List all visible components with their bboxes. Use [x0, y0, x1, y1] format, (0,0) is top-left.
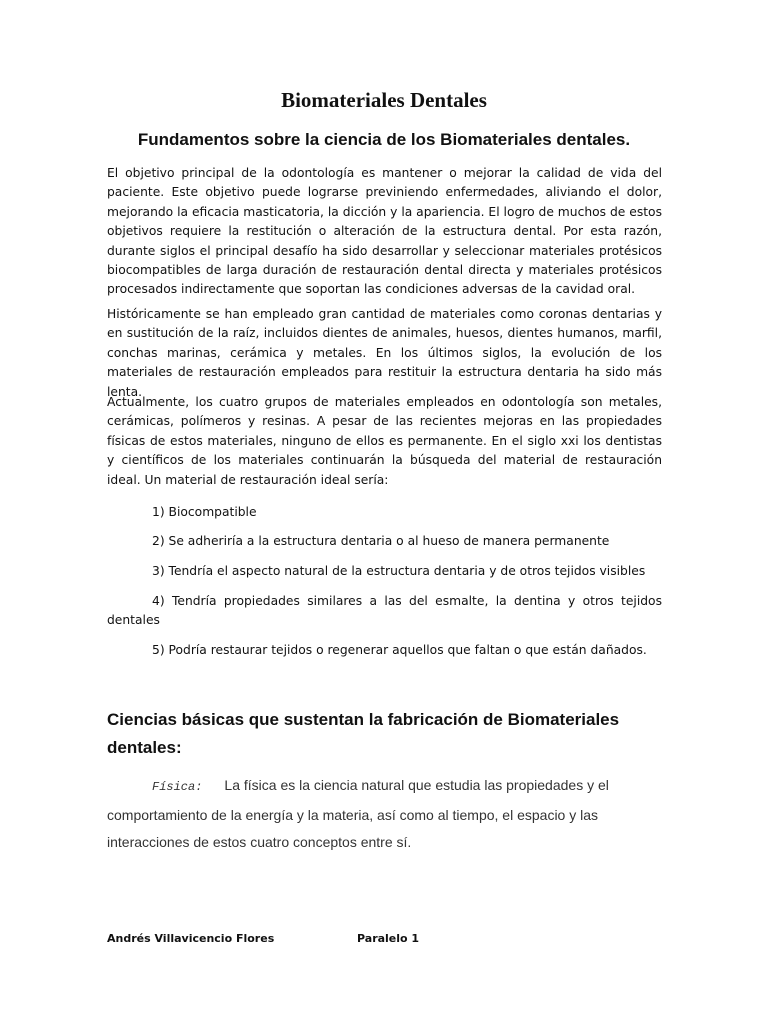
list-item-biocompatible: 1) Biocompatible	[152, 505, 257, 519]
list-item-properties: 4) Tendría propiedades similares a las del esmalte, la dentina y otros tejidos dentales	[107, 594, 662, 628]
list-item-natural-aspect: 3) Tendría el aspecto natural de la estructura dentaria y de otros tejidos visibles	[152, 564, 646, 578]
list-item-adhesion: 2) Se adheriría a la estructura dentaria o al hueso de manera permanente	[152, 534, 610, 548]
paragraph-history: Históricamente se han empleado gran cantidad de materiales como coronas dentarias y en sustitución de la raíz, incluidos dientes de animales, huesos, dientes humanos, marfil, conchas marinas, cerámica y metales. En los últimos siglos, la evolución de los materiales de restauración empleados para restituir la estructura dentaria ha sido más lenta.	[107, 307, 662, 399]
paragraph-current-materials: Actualmente, los cuatro grupos de materiales empleados en odontología son metales, cerámicas, polímeros y resinas. A pesar de las recientes mejoras en las propiedades físicas de estos materiales, ninguno de ellos es permanente. En el siglo xxi los dentistas y científicos de los materiales continuarán la búsqueda del material de restauración ideal. Un material de restauración ideal sería:	[107, 395, 662, 487]
document-title: Biomateriales Dentales	[281, 88, 487, 112]
footer-author: Andrés Villavicencio Flores	[107, 932, 275, 945]
list-item-regenerate: 5) Podría restaurar tejidos o regenerar aquellos que faltan o que están dañados.	[152, 643, 647, 657]
footer-paralelo: Paralelo 1	[357, 932, 420, 945]
section-heading-basic-sciences: Ciencias básicas que sustentan la fabricación de Biomateriales dentales:	[107, 710, 620, 757]
physics-paragraph	[107, 772, 667, 857]
physics-text: La física es la ciencia natural que estudia las propiedades y el comportamiento de la energía y la materia, así como al tiempo, el espacio y las interacciones de estos cuatro conceptos entre sí.	[107, 777, 609, 850]
document-subtitle: Fundamentos sobre la ciencia de los Biomateriales dentales.	[137, 130, 631, 149]
physics-label: Física:	[152, 780, 203, 794]
paragraph-objective: El objetivo principal de la odontología es mantener o mejorar la calidad de vida del paciente. Este objetivo puede lograrse previniendo enfermedades, aliviando el dolor, mejorando la eficacia masticatoria, la dicción y la apariencia. El logro de muchos de estos objetivos requiere la restitución o alteración de la estructura dental. Por esta razón, durante siglos el principal desafío ha sido desarrollar y seleccionar materiales protésicos biocompatibles de larga duración de restauración dental directa y materiales protésicos procesados indirectamente que soportan las condiciones adversas de la cavidad oral.	[107, 166, 662, 297]
